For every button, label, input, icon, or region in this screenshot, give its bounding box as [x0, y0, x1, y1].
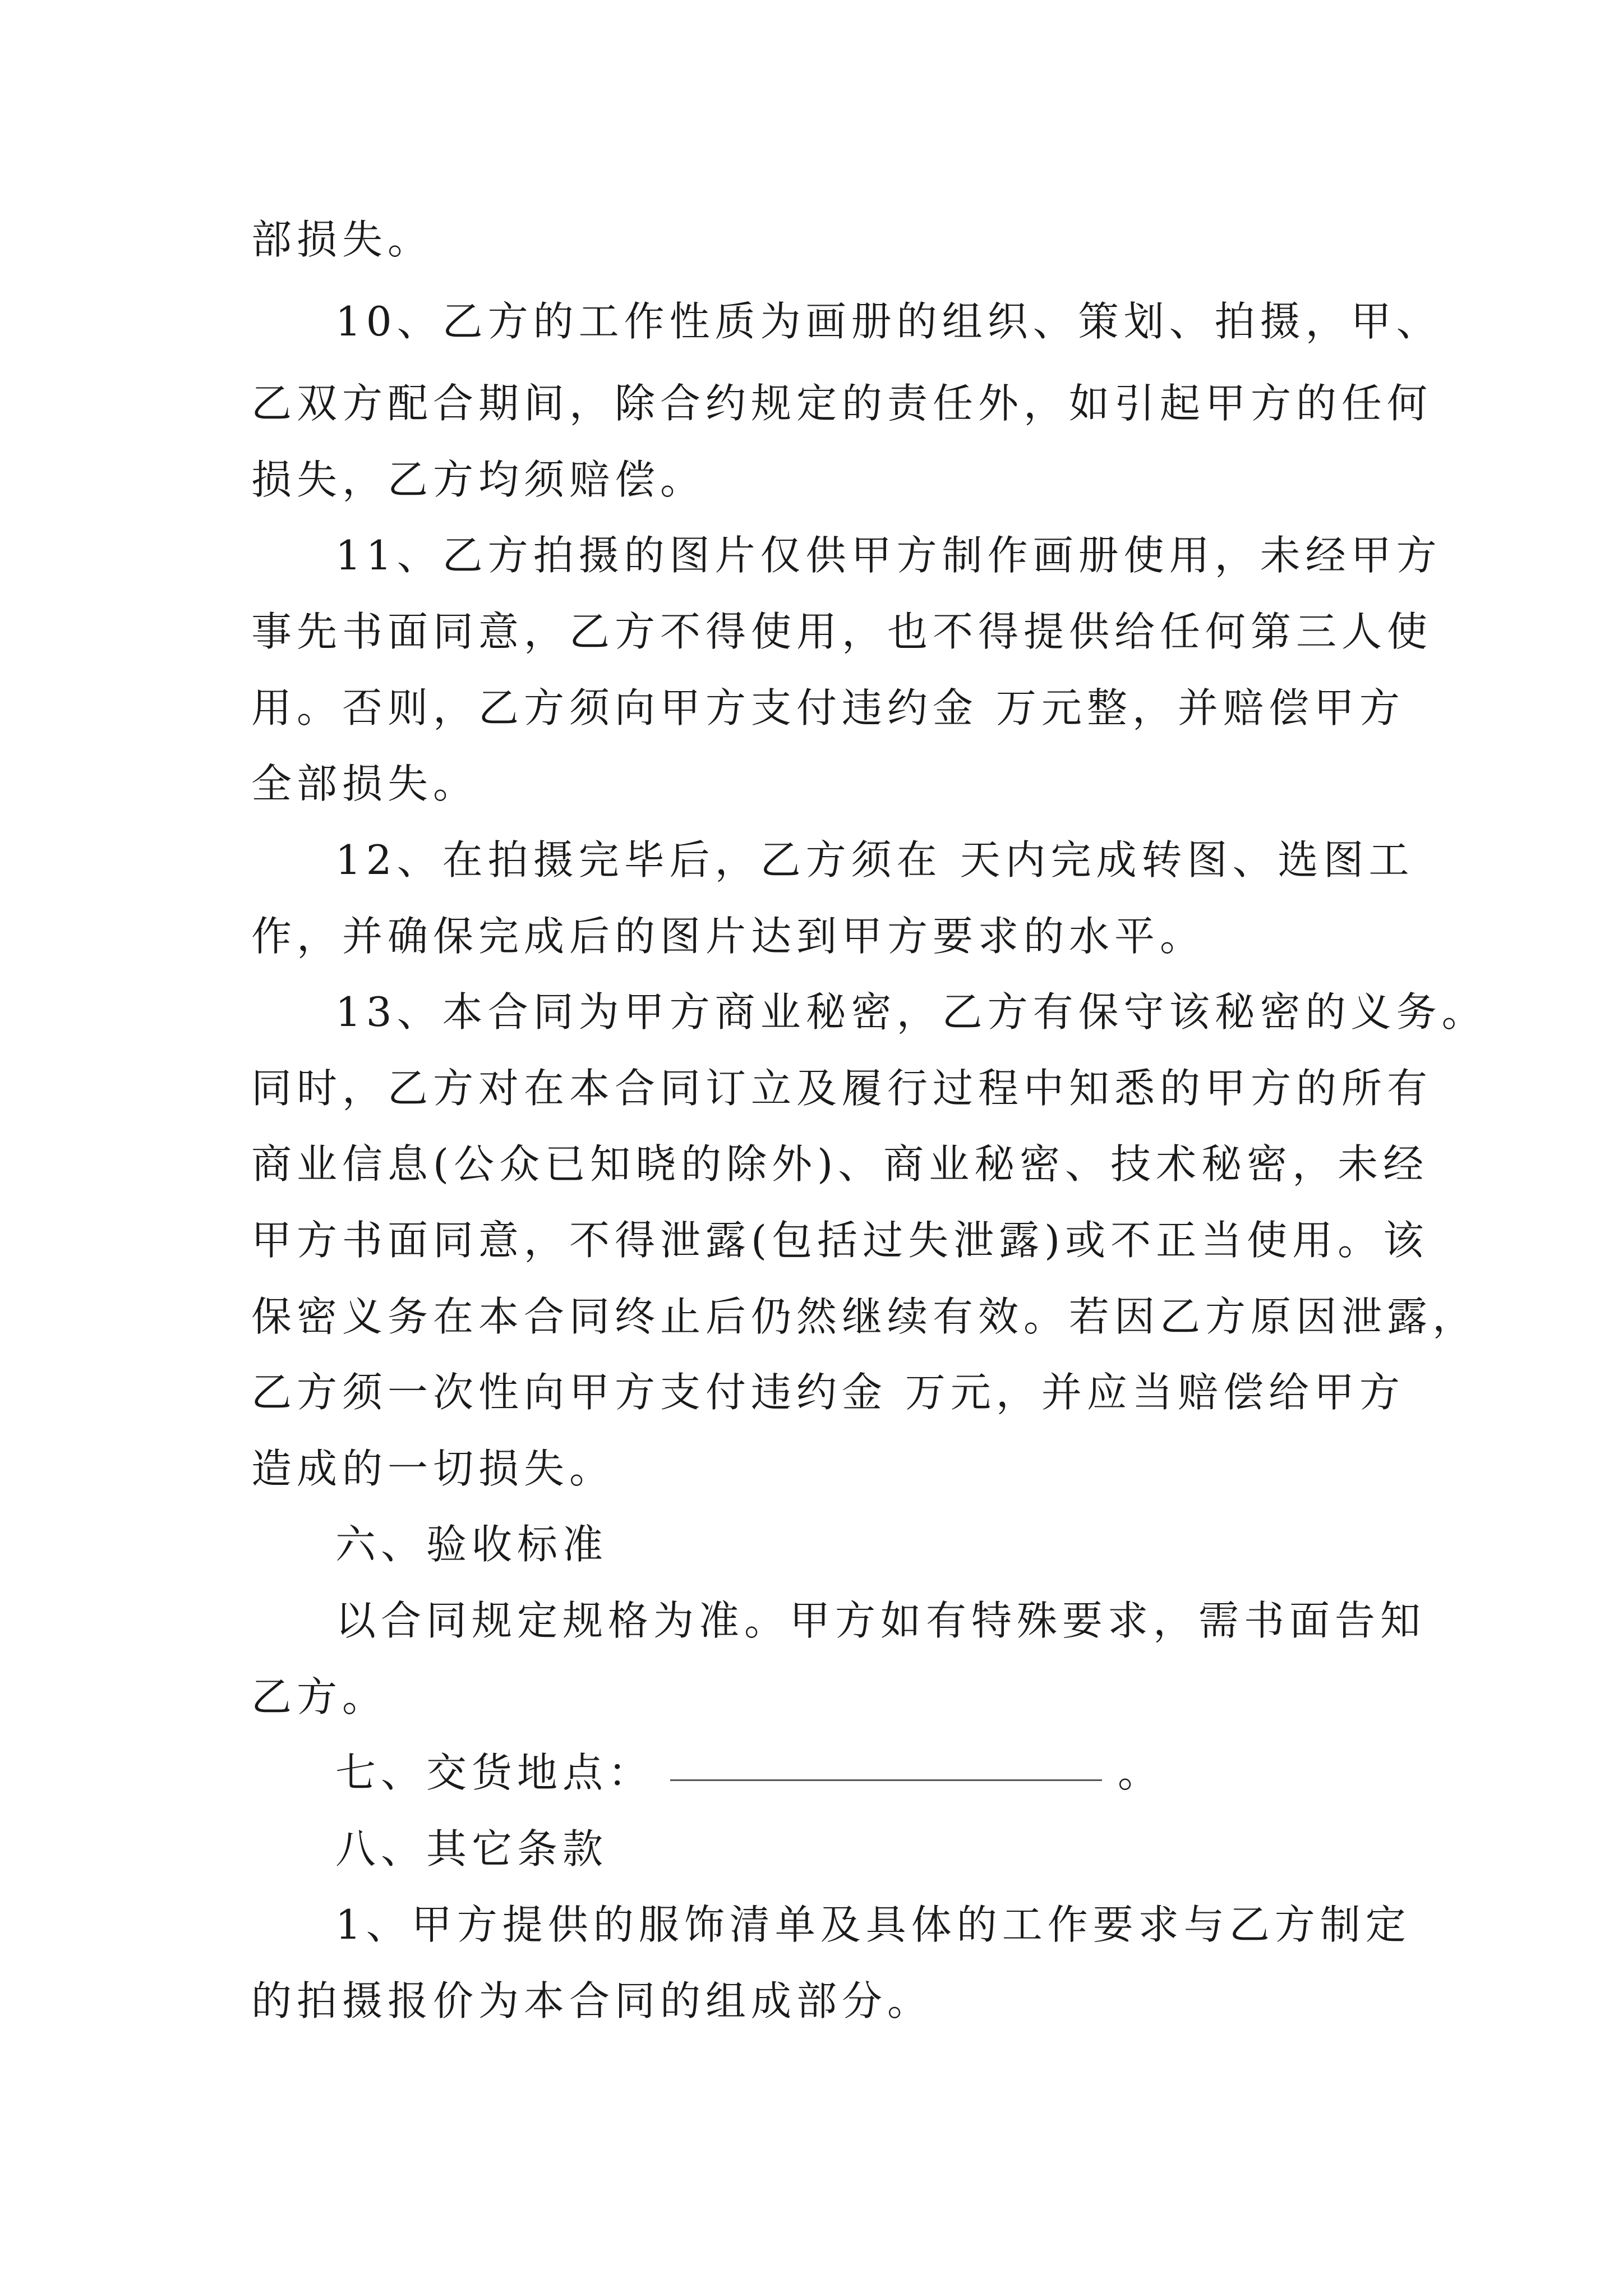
clause-12-line: 12、在拍摄完毕后，乙方须在 天内完成转图、选图工: [335, 836, 1414, 884]
text-line: 的拍摄报价为本合同的组成部分。: [251, 1977, 933, 2024]
text-line: 事先书面同意，乙方不得使用，也不得提供给任何第三人使: [251, 608, 1433, 655]
clause-13-line: 13、本合同为甲方商业秘密，乙方有保守该秘密的义务。: [335, 988, 1487, 1036]
blank-underline: [670, 1777, 1102, 1781]
text-line: 全部损失。: [251, 760, 479, 807]
text-line: 损失，乙方均须赔偿。: [251, 456, 706, 503]
section-heading: 六、验收标准: [335, 1521, 608, 1568]
section-heading: 七、交货地点：: [335, 1749, 654, 1796]
delivery-location-line: [335, 1739, 1513, 1806]
text-line: 保密义务在本合同终止后仍然继续有效。若因乙方原因泄露，: [251, 1293, 1478, 1340]
clause-1-line: 1、甲方提供的服饰清单及具体的工作要求与乙方制定: [335, 1901, 1411, 1948]
text-line: 部损失。: [251, 216, 434, 263]
text-line: 用。否则，乙方须向甲方支付违约金 万元整，并赔偿甲方: [251, 684, 1405, 731]
text-line: 甲方书面同意，不得泄露(包括过失泄露)或不正当使用。该: [251, 1217, 1429, 1264]
text-line: 乙双方配合期间，除合约规定的责任外，如引起甲方的任何: [251, 380, 1433, 427]
line-end-mark: 。: [1118, 1749, 1164, 1796]
text-line: 造成的一切损失。: [251, 1445, 615, 1492]
text-line: 商业信息(公众已知晓的除外)、商业秘密、技术秘密，未经: [251, 1140, 1429, 1188]
clause-11-line: 11、乙方拍摄的图片仅供甲方制作画册使用，未经甲方: [335, 532, 1442, 579]
text-line: 同时，乙方对在本合同订立及履行过程中知悉的甲方的所有: [251, 1065, 1433, 1112]
text-line: 作，并确保完成后的图片达到甲方要求的水平。: [251, 913, 1206, 960]
text-line: 乙方。: [251, 1673, 388, 1720]
text-line: 以合同规定规格为准。甲方如有特殊要求，需书面告知: [335, 1597, 1426, 1644]
text-line: 乙方须一次性向甲方支付违约金 万元，并应当赔偿给甲方: [251, 1369, 1405, 1416]
clause-10-line: 10、乙方的工作性质为画册的组织、策划、拍摄，甲、: [335, 298, 1442, 345]
section-heading: 八、其它条款: [335, 1825, 608, 1872]
